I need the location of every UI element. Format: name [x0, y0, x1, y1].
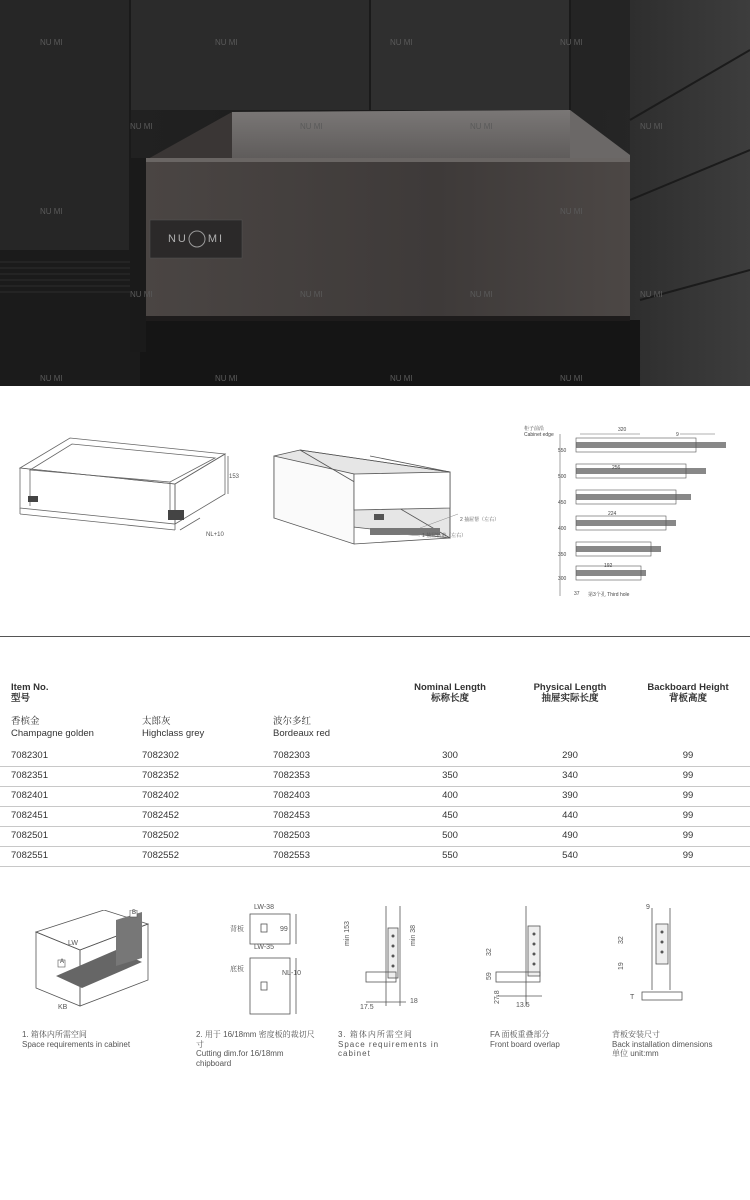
table-row: [0, 766, 750, 787]
side-top-dim: 320: [618, 427, 627, 433]
cell-c2: 7082352: [142, 770, 179, 781]
label-drawer-rail: 1 抽屉轨道（左右）: [422, 533, 467, 539]
isometric-drawer-diagram: [10, 426, 240, 556]
side-size-550: 550: [558, 448, 567, 454]
col-physical: Physical Length 抽屉实际长度: [533, 682, 607, 704]
d5-low: 19: [618, 962, 625, 970]
cell-backboard: 99: [682, 830, 694, 841]
col-nominal: Nominal Length 标称长度: [414, 682, 486, 704]
col-item: Item No. 型号: [11, 682, 49, 704]
cell-nominal: 500: [442, 830, 458, 841]
side-mid-256: 256: [612, 465, 621, 471]
d2-top-label: 背板: [230, 926, 244, 933]
cell-nominal: 400: [442, 790, 458, 801]
cell-c3: 7082453: [273, 810, 310, 821]
d2-top-dim: LW-38: [254, 904, 274, 911]
d5-top: 9: [646, 904, 650, 911]
dim-height: 153: [229, 474, 240, 480]
cell-physical: 340: [562, 770, 578, 781]
cell-physical: 490: [562, 830, 578, 841]
cell-c3: 7082353: [273, 770, 310, 781]
color-row: [0, 716, 750, 746]
table-row: [0, 846, 750, 867]
caption-4: FA 面板重叠部分 Front board overlap: [490, 1030, 560, 1049]
color-grey: 太郎灰 Highclass grey: [142, 716, 205, 739]
table-row: [0, 746, 750, 767]
cell-physical: 290: [562, 750, 578, 761]
d4-dim-59: 59: [486, 972, 493, 980]
cell-c1: 7082451: [11, 810, 48, 821]
dim-length: NL+10: [206, 532, 224, 538]
cell-physical: 440: [562, 810, 578, 821]
cell-c1: 7082401: [11, 790, 48, 801]
cell-c1: 7082301: [11, 750, 48, 761]
cell-c3: 7082503: [273, 830, 310, 841]
d3-bottom-left: 17.5: [360, 1004, 374, 1011]
cell-backboard: 99: [682, 850, 694, 861]
cell-c1: 7082351: [11, 770, 48, 781]
brand-left: NU: [167, 233, 188, 245]
side-bottom-note: 第3个孔 Third hole: [588, 592, 630, 598]
cell-backboard: 99: [682, 750, 694, 761]
table-header: [0, 672, 750, 710]
caption-3: 3. 箱体内所需空间 Space requirements in cabinet: [338, 1030, 440, 1058]
cell-c1: 7082551: [11, 850, 48, 861]
d1-b: B: [132, 910, 137, 916]
d2-bot-label: 底板: [230, 966, 244, 973]
cell-nominal: 450: [442, 810, 458, 821]
cell-c2: 7082452: [142, 810, 179, 821]
runner-space-diagram: [356, 906, 436, 1016]
drawer-assembly-diagram: [270, 448, 510, 548]
cell-nominal: 350: [442, 770, 458, 781]
technical-diagrams: [0, 386, 750, 636]
hero-photo: [0, 0, 750, 386]
cell-nominal: 300: [442, 750, 458, 761]
d3-right-dim: min 38: [410, 924, 417, 946]
d4-dim-13: 13.5: [516, 1002, 530, 1009]
table-row: [0, 826, 750, 847]
cell-c2: 7082502: [142, 830, 179, 841]
table-top-rule: [0, 636, 750, 637]
d2-bot-dim: LW-35: [254, 944, 274, 951]
d1-lw: LW: [68, 940, 78, 947]
caption-5: 背板安装尺寸 Back installation dimensions 单位 unit:mm: [612, 1030, 713, 1058]
side-size-350: 350: [558, 552, 567, 558]
cell-c3: 7082303: [273, 750, 310, 761]
d5-mid: 32: [618, 936, 625, 944]
cell-nominal: 550: [442, 850, 458, 861]
table-row: [0, 786, 750, 807]
color-champagne: 香槟金 Champagne golden: [11, 716, 94, 739]
watermark: NU MI NU MI NU MI NU MI NU MI NU MI NU MI NU MI NU MI NU MI NU MI NU MI NU MI NU MI NU MI NU MI NU MI NU MI: [40, 38, 663, 383]
cell-physical: 540: [562, 850, 578, 861]
d4-dim-27: 27.8: [494, 990, 501, 1004]
cell-backboard: 99: [682, 770, 694, 781]
cell-backboard: 99: [682, 810, 694, 821]
side-size-450: 450: [558, 500, 567, 506]
d5-t: T: [630, 994, 635, 1001]
d3-bottom-right: 18: [410, 998, 418, 1005]
back-installation-diagram: [612, 902, 692, 1012]
cell-c2: 7082402: [142, 790, 179, 801]
cutting-dim-diagram: [246, 906, 306, 1016]
installation-diagrams: [0, 890, 750, 1090]
caption-2: 2. 用于 16/18mm 密度板的裁切尺寸 Cutting dim.for 16/18mm chipboard: [196, 1030, 315, 1068]
side-right-dim: 9: [676, 432, 679, 438]
d4-dim-32: 32: [486, 948, 493, 956]
d1-kb: KB: [58, 1004, 68, 1011]
side-bottom-left: 37: [574, 591, 580, 597]
col-backboard: Backboard Height 背板高度: [647, 682, 729, 704]
cell-c1: 7082501: [11, 830, 48, 841]
table-row: [0, 806, 750, 827]
side-size-500: 500: [558, 474, 567, 480]
caption-1: 1. 箱体内所需空间 Space requirements in cabinet: [22, 1030, 131, 1049]
side-size-400: 400: [558, 526, 567, 532]
d1-a: A: [60, 959, 65, 965]
cell-c3: 7082403: [273, 790, 310, 801]
d2-bot-side: NL-10: [282, 970, 302, 977]
cell-c3: 7082553: [273, 850, 310, 861]
cabinet-space-diagram: [30, 910, 160, 1010]
cell-c2: 7082302: [142, 750, 179, 761]
brand-right: MI: [207, 233, 225, 245]
d2-top-side: 99: [280, 926, 288, 933]
cell-c2: 7082552: [142, 850, 179, 861]
cell-backboard: 99: [682, 790, 694, 801]
runner-sizes-diagram: [520, 416, 740, 606]
color-bordeaux: 波尔多红 Bordeaux red: [273, 716, 331, 739]
side-mid-192: 192: [604, 563, 613, 569]
side-mid-224: 224: [608, 511, 617, 517]
side-header: 柜子前沿 Cabinet edge: [524, 426, 554, 438]
label-drawer-side: 2 抽屉帮（左右）: [460, 517, 500, 523]
side-size-300: 300: [558, 576, 567, 582]
d3-left-dim: min 153: [344, 921, 351, 946]
cell-physical: 390: [562, 790, 578, 801]
